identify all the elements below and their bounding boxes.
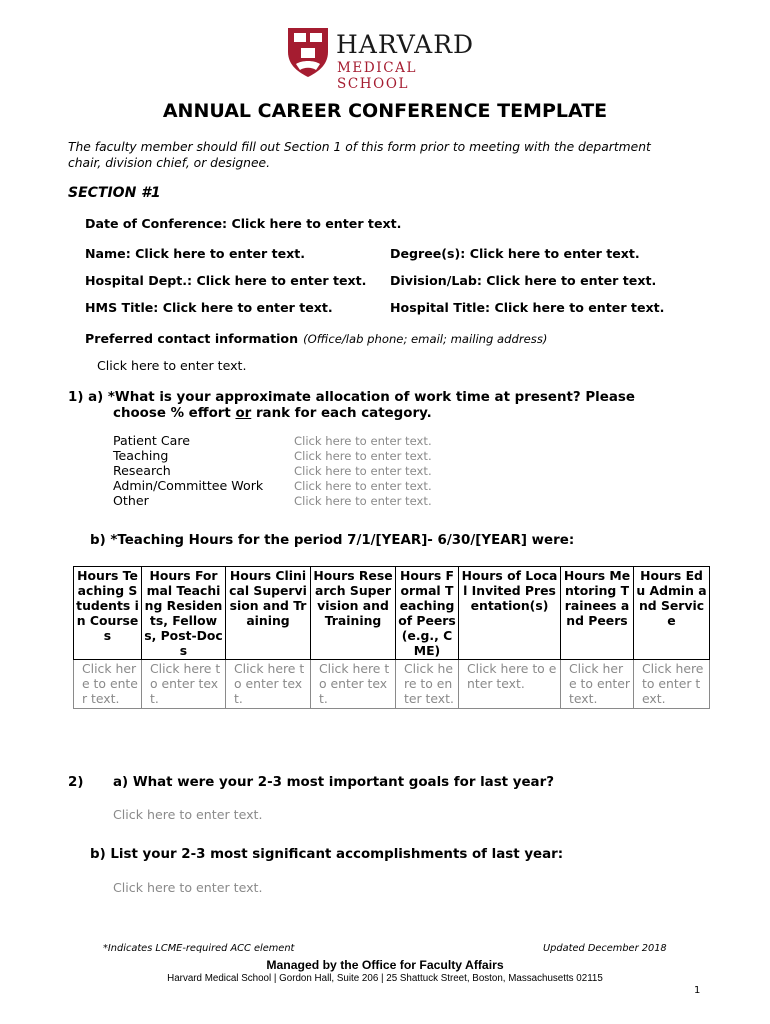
division-field[interactable] — [390, 273, 656, 288]
hospital-title-field[interactable] — [390, 300, 664, 315]
table-cell-input[interactable]: Click here to enter text. — [561, 660, 634, 709]
intro-text: The faculty member should fill out Section 1 of this form prior to meeting with the department chair, division chief, or designee. — [68, 140, 651, 170]
alloc-value-other[interactable]: Click here to enter text. — [294, 494, 432, 508]
table-header: Hours Formal Teaching of Peers (e.g., CME) — [396, 567, 459, 660]
address: Harvard Medical School | Gordon Hall, Suite 206 | 25 Shattuck Street, Boston, Massachusetts 02115 — [167, 973, 603, 984]
page-number: 1 — [694, 985, 701, 996]
hms-title-field[interactable] — [85, 300, 333, 315]
table-header-row — [74, 567, 710, 660]
table-header: Hours Clinical Supervision and Training — [226, 567, 311, 660]
q2a-answer[interactable]: Click here to enter text. — [113, 807, 263, 822]
table-header: Hours Research Supervision and Training — [311, 567, 396, 660]
q1-number: 1) — [68, 390, 84, 405]
managed-by: Managed by the Office for Faculty Affairs — [266, 958, 504, 972]
q1b-question: b) *Teaching Hours for the period 7/1/[YEAR]- 6/30/[YEAR] were: — [90, 533, 575, 548]
table-header: Hours Teaching Students in Courses — [74, 567, 142, 660]
alloc-label-other: Other — [113, 493, 149, 508]
alloc-label-research: Research — [113, 463, 171, 478]
q2b-question: b) List your 2-3 most significant accomplishments of last year: — [90, 847, 564, 862]
logo-name: HARVARD — [336, 30, 475, 59]
division-value[interactable]: Click here to enter text. — [486, 273, 657, 288]
alloc-label-admin: Admin/Committee Work — [113, 478, 264, 493]
table-row — [74, 660, 710, 709]
degree-label: Degree(s): — [390, 246, 466, 261]
hms-title-value[interactable]: Click here to enter text. — [162, 300, 333, 315]
updated-date: Updated December 2018 — [543, 943, 667, 954]
q1a-line2-pre: choose % effort — [113, 406, 236, 421]
alloc-value-research[interactable]: Click here to enter text. — [294, 464, 432, 478]
q2b-answer[interactable]: Click here to enter text. — [113, 880, 263, 895]
table-header: Hours Edu Admin and Service — [634, 567, 710, 660]
alloc-label-patient-care: Patient Care — [113, 433, 191, 448]
table-header: Hours Mentoring Trainees and Peers — [561, 567, 634, 660]
contact-label: Preferred contact information — [85, 331, 299, 346]
table-cell-input[interactable]: Click here to enter text. — [459, 660, 561, 709]
name-label: Name: — [85, 246, 131, 261]
table-cell-input[interactable]: Click here to enter text. — [226, 660, 311, 709]
q2-number: 2) — [68, 775, 84, 790]
alloc-value-patient-care[interactable]: Click here to enter text. — [294, 434, 432, 448]
q2a-question: a) What were your 2-3 most important goals for last year? — [113, 775, 554, 790]
contact-value[interactable]: Click here to enter text. — [97, 358, 247, 373]
hospital-title-value[interactable]: Click here to enter text. — [494, 300, 665, 315]
date-label: Date of Conference: — [85, 216, 228, 231]
dept-label: Hospital Dept.: — [85, 273, 193, 288]
table-header: Hours of Local Invited Presentation(s) — [459, 567, 561, 660]
q1a-line2-post: rank for each category. — [251, 406, 432, 421]
degree-field[interactable] — [390, 246, 640, 261]
q1a-line2 — [113, 406, 432, 421]
date-field[interactable] — [85, 216, 401, 231]
dept-field[interactable] — [85, 273, 366, 288]
alloc-value-admin[interactable]: Click here to enter text. — [294, 479, 432, 493]
table-cell-input[interactable]: Click here to enter text. — [396, 660, 459, 709]
table-cell-input[interactable]: Click here to enter text. — [311, 660, 396, 709]
contact-label-row — [85, 328, 547, 347]
alloc-value-teaching[interactable]: Click here to enter text. — [294, 449, 432, 463]
section-heading: SECTION #1 — [68, 185, 161, 201]
page-title: ANNUAL CAREER CONFERENCE TEMPLATE — [162, 100, 608, 122]
table-cell-input[interactable]: Click here to enter text. — [74, 660, 142, 709]
date-value[interactable]: Click here to enter text. — [231, 216, 402, 231]
footnote: *Indicates LCME-required ACC element — [103, 943, 295, 954]
alloc-label-teaching: Teaching — [113, 448, 169, 463]
table-header: Hours Formal Teaching Residents, Fellows, Post-Docs — [142, 567, 226, 660]
q1a-line1: a) *What is your approximate allocation of work time at present? Please — [88, 390, 635, 405]
division-label: Division/Lab: — [390, 273, 482, 288]
table-cell-input[interactable]: Click here to enter text. — [142, 660, 226, 709]
table-cell-input[interactable]: Click here to enter text. — [634, 660, 710, 709]
harvard-logo — [286, 26, 486, 92]
name-value[interactable]: Click here to enter text. — [135, 246, 306, 261]
contact-hint: (Office/lab phone; email; mailing address) — [303, 332, 548, 346]
shield-icon — [286, 26, 330, 78]
teaching-hours-table — [73, 566, 710, 709]
hms-title-label: HMS Title: — [85, 300, 159, 315]
degree-value[interactable]: Click here to enter text. — [469, 246, 640, 261]
dept-value[interactable]: Click here to enter text. — [196, 273, 367, 288]
q1a-or: or — [235, 406, 252, 421]
hospital-title-label: Hospital Title: — [390, 300, 491, 315]
q1a-question — [68, 390, 635, 405]
name-field[interactable] — [85, 246, 305, 261]
logo-subtitle: MEDICAL SCHOOL — [337, 60, 418, 92]
